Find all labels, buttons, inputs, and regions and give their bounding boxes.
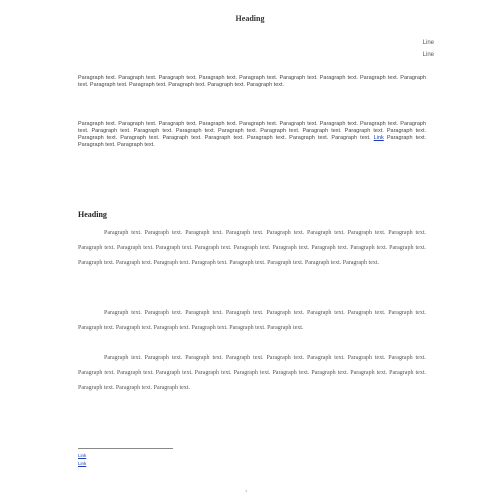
intro-paragraph-text: Paragraph text. Paragraph text. Paragraph text. Paragraph text. Paragraph text. Paragraph text. Paragraph text. Paragraph text. Paragraph text. Paragraph text. Paragraph text. Paragraph text. Paragraph text. Paragraph text. Paragraph text. Paragraph text. Paragraph text. Paragraph text. Paragraph text. Paragraph text. Paragraph text. Paragraph text. Paragraph text. Paragraph text. bbox=[78, 121, 426, 141]
body-paragraph: Paragraph text. Paragraph text. Paragraph text. Paragraph text. Paragraph text. Paragraph text. Paragraph text. Paragraph text. Paragraph text. Paragraph text. Paragraph text. Paragraph text. Paragraph text. Paragraph text. Paragraph text. Paragraph text. Paragraph text. Paragraph text. Paragraph text. Paragraph text. Paragraph text. Paragraph text. Paragraph text. Paragraph text. Paragraph text. bbox=[78, 230, 426, 266]
page-number: 1 bbox=[245, 488, 248, 493]
body-paragraph: Paragraph text. Paragraph text. Paragraph text. Paragraph text. Paragraph text. Paragraph text. Paragraph text. Paragraph text. Paragraph text. Paragraph text. Paragraph text. Paragraph text. Paragraph text. Paragraph text. Paragraph text. Paragraph text. Paragraph text. Paragraph text. Paragraph text. Paragraph text. bbox=[78, 355, 426, 391]
intro-paragraph: Paragraph text. Paragraph text. Paragraph text. Paragraph text. Paragraph text. Paragraph text. Paragraph text. Paragraph text. Paragraph text. Paragraph text. Paragraph text. Paragraph text. Paragraph text. Paragraph text. bbox=[78, 75, 426, 88]
footnote-divider bbox=[78, 448, 173, 449]
intro-paragraph bbox=[78, 121, 426, 149]
footnote-link[interactable]: Link bbox=[78, 461, 87, 466]
document-title: Heading bbox=[235, 14, 265, 23]
body-paragraph: Paragraph text. Paragraph text. Paragraph text. Paragraph text. Paragraph text. Paragraph text. Paragraph text. Paragraph text. Paragraph text. Paragraph text. Paragraph text. Paragraph text. Paragraph text. Paragraph text. bbox=[78, 310, 426, 331]
author-credit: Line bbox=[422, 40, 434, 46]
intro-paragraph-tail: Paragraph text. Paragraph text. Paragraph text. bbox=[78, 135, 427, 148]
intro-link[interactable]: Link bbox=[373, 135, 384, 141]
section-heading: Heading bbox=[78, 210, 107, 219]
footnote-link[interactable]: Link bbox=[78, 453, 87, 458]
translator-credit: Line bbox=[422, 52, 434, 58]
